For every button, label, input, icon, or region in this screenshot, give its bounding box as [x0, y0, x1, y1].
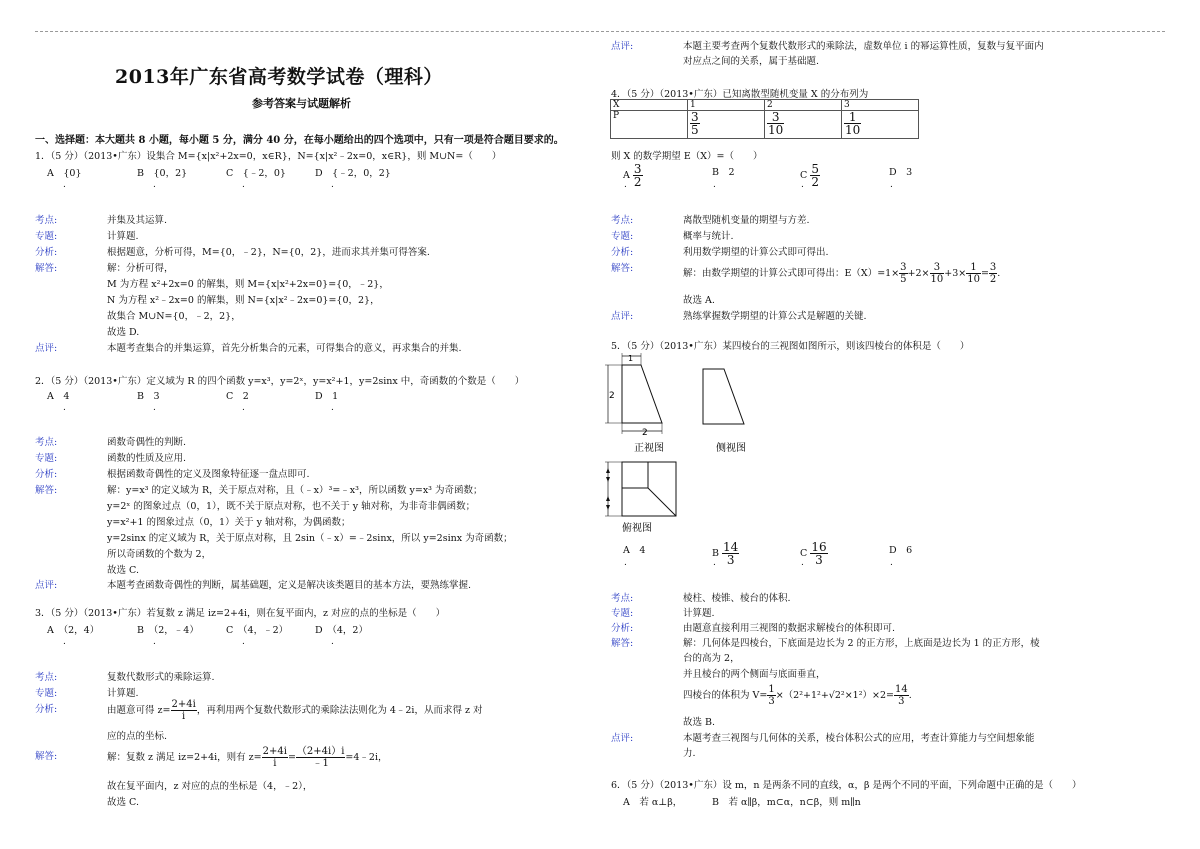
q4-kaodian: 离散型随机变量的期望与方差. — [683, 215, 810, 226]
label-kaodian: 考点: — [611, 215, 634, 226]
q4-dianping: 熟练掌握数学期望的计算公式是解题的关键. — [683, 311, 867, 322]
numerator: 3 — [691, 110, 699, 124]
label-fenxi: 分析: — [611, 623, 634, 634]
side-view-shape — [703, 369, 744, 424]
label-fenxi: 分析: — [35, 469, 58, 480]
q5-dot: . — [713, 558, 716, 568]
denominator: ﹣1 — [312, 758, 329, 769]
q1-jieda-line: M 为方程 x²+2x=0 的解集，则 M={x|x²+2x=0}={0，﹣2}， — [107, 279, 389, 290]
q3-jieda-fraction-1 — [262, 746, 288, 769]
q3-dianping-line2: 对应点之间的关系，属于基础题. — [683, 56, 820, 67]
numerator: 3 — [900, 262, 907, 273]
label-dianping: 点评: — [611, 733, 634, 744]
q2-dot: . — [63, 403, 66, 413]
q2-option-a: A 4 — [47, 391, 70, 402]
operator: = — [980, 268, 989, 279]
q4-distribution-table — [610, 99, 919, 139]
front-view-caption: 正视图 — [634, 443, 664, 454]
q3-fenxi-fraction — [171, 699, 197, 722]
fraction — [899, 262, 907, 285]
label-dianping: 点评: — [611, 41, 634, 52]
label-kaodian: 考点: — [35, 215, 58, 226]
label-dianping: 点评: — [611, 311, 634, 322]
arrow-icon — [606, 477, 610, 482]
q3-fenxi-line2: 应的点的坐标. — [107, 731, 168, 742]
fraction — [966, 262, 981, 285]
q3-dot: . — [242, 637, 245, 647]
label-jieda: 解答: — [611, 263, 634, 274]
front-top-width-label: 1 — [628, 354, 634, 363]
fraction — [810, 163, 820, 188]
q4-option-d: D 3 — [889, 167, 913, 178]
top-view-caption: 俯视图 — [622, 523, 652, 534]
q1-jieda-line: N 为方程 x²﹣2x=0 的解集，则 N={x|x²﹣2x=0}={0，2}， — [107, 295, 380, 306]
q1-jieda-line: 解：分析可得， — [107, 263, 174, 274]
option-letter: A — [623, 170, 630, 181]
label-dianping: 点评: — [35, 343, 58, 354]
numerator: 2+4i — [262, 746, 287, 757]
q3-jieda-fraction-2 — [296, 746, 346, 769]
label-kaodian: 考点: — [35, 672, 58, 683]
fraction — [930, 262, 945, 285]
q2-jieda-line: 所以奇函数的个数为 2， — [107, 549, 212, 560]
q1-zhuanti: 计算题. — [107, 231, 139, 242]
side-view-caption: 侧视图 — [716, 443, 746, 454]
table-cell: 2 — [765, 100, 842, 111]
q5-jieda-volume: 四棱台的体积为 V= $\frac{1}{3}$ ×（2²+1²+√2²×1²）×2= $\frac{14}{3}$ . — [683, 684, 912, 707]
q3-fenxi-post: ，再利用两个复数代数形式的乘除法法则化为 4﹣2i，从而求得 z 对 — [196, 705, 483, 716]
denominator: i — [273, 758, 277, 769]
q4-after: 则 X 的数学期望 E（X）=（ ） — [611, 151, 763, 162]
fraction — [690, 111, 700, 136]
q1-option-b: B {0，2} — [137, 168, 188, 179]
denominator: 2 — [989, 274, 997, 285]
denominator: 10 — [768, 123, 784, 137]
q3-dot: . — [331, 637, 334, 647]
q4-stem: 4．（5 分）（2013•广东）已知离散型随机变量 X 的分布列为 — [611, 89, 869, 100]
q5-dianping-line1: 本题考查三视图与几何体的关系，棱台体积公式的应用，考查计算能力与空间想象能 — [683, 733, 1035, 744]
q1-dot: . — [153, 180, 156, 190]
q5-option-a: A 4 — [623, 545, 646, 556]
fraction — [722, 541, 739, 566]
q1-option-a: A {0} — [47, 168, 82, 179]
q5-stem: 5．（5 分）（2013•广东）某四棱台的三视图如图所示，则该四棱台的体积是（ ） — [611, 341, 970, 352]
q3-kaodian: 复数代数形式的乘除运算. — [107, 672, 215, 683]
q2-dianping: 本题考查函数奇偶性的判断，属基础题，定义是解决该类题目的基本方法，要熟练掌握. — [107, 580, 472, 591]
front-bottom-width-label: 2 — [642, 428, 648, 438]
page-subtitle: 参考答案与试题解析 — [252, 97, 351, 110]
q5-fenxi: 由题意直接利用三视图的数据求解棱台的体积即可. — [683, 623, 896, 634]
q4-dot: . — [801, 180, 804, 190]
q5-dot: . — [890, 558, 893, 568]
table-cell: X — [611, 100, 688, 111]
q4-option-b: B 2 — [712, 167, 735, 178]
numerator: 14 — [723, 540, 739, 554]
q2-option-c: C 2 — [226, 391, 249, 402]
top-dashed-rule — [35, 31, 1165, 32]
q5-zhuanti: 计算题. — [683, 608, 715, 619]
q3-option-b: B （2，﹣4） — [137, 625, 199, 636]
label-jieda: 解答: — [611, 638, 634, 649]
q2-dot: . — [153, 403, 156, 413]
q1-dianping: 本题考查集合的并集运算，首先分析集合的元素，可得集合的意义，再求集合的并集. — [107, 343, 462, 354]
fraction — [989, 262, 997, 285]
q4-dot: . — [713, 180, 716, 190]
q5-three-view-figure — [600, 352, 760, 542]
front-view-shape — [622, 365, 662, 423]
q2-dot: . — [331, 403, 334, 413]
label-jieda: 解答: — [35, 263, 58, 274]
table-cell — [765, 111, 842, 139]
label-dianping: 点评: — [35, 580, 58, 591]
q2-kaodian: 函数奇偶性的判断. — [107, 437, 187, 448]
label-fenxi: 分析: — [611, 247, 634, 258]
q5-option-c — [800, 541, 828, 566]
denominator: 3 — [726, 553, 735, 567]
top-view-edge — [648, 488, 676, 516]
q5-jieda-line: 故选 B. — [683, 717, 716, 728]
q5-option-b — [712, 541, 739, 566]
q1-jieda-line: 故集合 M∪N={0，﹣2，2}， — [107, 311, 241, 322]
q2-fenxi: 根据函数奇偶性的定义及图象特征逐一盘点即可. — [107, 469, 310, 480]
numerator: 5 — [811, 162, 819, 176]
front-height-label: 2 — [609, 391, 615, 401]
q3-jieda-pre: 解：复数 z 满足 iz=2+4i，则有 z= — [107, 752, 262, 763]
q1-fenxi: 根据题意，分析可得，M={0，﹣2}，N={0，2}，进而求其并集可得答案. — [107, 247, 430, 258]
table-cell: P — [611, 111, 688, 139]
denominator: i — [182, 711, 186, 722]
denominator: 10 — [930, 274, 944, 285]
q3-dot: . — [153, 637, 156, 647]
denominator: 3 — [898, 696, 905, 707]
q4-dot: . — [890, 180, 893, 190]
q3-zhuanti: 计算题. — [107, 688, 139, 699]
q5-dianping-line2: 力. — [683, 748, 696, 759]
q5-jieda-line: 台的高为 2， — [683, 653, 740, 664]
top-view-inner-square — [622, 462, 648, 488]
numerator: 3 — [989, 262, 997, 273]
fraction — [844, 111, 861, 136]
q6-option-b: B 若 α∥β，m⊂α，n⊂β，则 m∥n — [712, 797, 861, 808]
label-zhuanti: 专题: — [35, 453, 58, 464]
fraction — [767, 111, 784, 136]
option-letter: B — [712, 548, 719, 559]
q5-dot: . — [624, 558, 627, 568]
denominator: 2 — [811, 175, 819, 189]
q3-dianping-line1: 本题主要考查两个复数代数形式的乘除法，虚数单位 i 的幂运算性质，复数与复平面内 — [683, 41, 1044, 52]
q3-fenxi — [107, 699, 483, 722]
q5-option-d: D 6 — [889, 545, 913, 556]
table-cell — [842, 111, 919, 139]
q1-dot: . — [242, 180, 245, 190]
table-row — [611, 100, 919, 111]
q1-stem: 1．（5 分）（2013•广东）设集合 M={x|x²+2x=0，x∈R}，N={x|x²﹣2x=0，x∈R}，则 M∪N=（ ） — [35, 151, 502, 162]
table-row — [611, 111, 919, 139]
q3-stem: 3．（5 分）（2013•广东）若复数 z 满足 iz=2+4i，则在复平面内，z 对应的点的坐标是（ ） — [35, 608, 446, 619]
arrow-icon — [606, 468, 610, 473]
option-letter: C — [800, 170, 808, 181]
label-jieda: 解答: — [35, 751, 58, 762]
q1-option-d: D {﹣2，0，2} — [315, 168, 391, 179]
q4-jieda: 解：由数学期望的计算公式即可得出：E（X）=1× $\frac{3}{5}$ +2× $\frac{3}{10}$ +3× $\frac{1}{10}$ = $\frac{3}{2}$ . — [683, 262, 1001, 285]
q1-dot: . — [63, 180, 66, 190]
numerator: 2+4i — [171, 699, 196, 710]
q4-zhuanti: 概率与统计. — [683, 231, 734, 242]
q4-jieda-pre: 解：由数学期望的计算公式即可得出：E（X）=1× — [683, 268, 900, 279]
option-letter: C — [800, 548, 808, 559]
q2-dot: . — [242, 403, 245, 413]
label-kaodian: 考点: — [611, 593, 634, 604]
fraction — [810, 541, 827, 566]
q6-stem: 6．（5 分）（2013•广东）设 m，n 是两条不同的直线，α，β 是两个不同的平面，下列命题中正确的是（ ） — [611, 780, 1082, 791]
q5-jieda-line: 解：几何体是四棱台，下底面是边长为 2 的正方形，上底面是边长为 1 的正方形，棱 — [683, 638, 1040, 649]
arrow-icon — [606, 496, 610, 501]
operator: +2× — [907, 268, 930, 279]
numerator: （2+4i）i — [296, 746, 345, 757]
label-jieda: 解答: — [35, 485, 58, 496]
numerator: 16 — [811, 540, 827, 554]
fraction — [633, 163, 643, 188]
q3-jieda-line: 故选 C. — [107, 797, 139, 808]
denominator: 3 — [815, 553, 823, 567]
q5-dot: . — [801, 558, 804, 568]
q4-dot: . — [624, 180, 627, 190]
table-cell: 3 — [842, 100, 919, 111]
q3-option-a: A （2，4） — [47, 625, 100, 636]
label-fenxi: 分析: — [35, 247, 58, 258]
operator: +3× — [944, 268, 967, 279]
q2-zhuanti: 函数的性质及应用. — [107, 453, 187, 464]
label-zhuanti: 专题: — [35, 231, 58, 242]
table-cell — [688, 111, 765, 139]
q2-jieda-line: y=2ˣ 的图象过点（0，1），既不关于原点对称，也不关于 y 轴对称，为非奇非偶函数； — [107, 501, 476, 512]
q1-kaodian: 并集及其运算. — [107, 215, 168, 226]
q2-jieda-line: y=2sinx 的定义域为 R，关于原点对称，且 2sin（﹣x）=﹣2sinx，所以 y=2sinx 为奇函数； — [107, 533, 513, 544]
q5-jieda-line: 并且棱台的两个侧面与底面垂直， — [683, 669, 826, 680]
q5-volume-pre: 四棱台的体积为 V= — [683, 690, 768, 701]
q5-volume-mid: ×（2²+1²+√2²×1²）×2= — [775, 690, 894, 701]
q6-option-a: A 若 α⊥β， — [623, 797, 683, 808]
fraction — [894, 684, 909, 707]
denominator: 3 — [768, 696, 775, 707]
q3-jieda-line: 故在复平面内，z 对应的点的坐标是（4，﹣2）， — [107, 781, 313, 792]
denominator: 10 — [845, 123, 861, 137]
label-zhuanti: 专题: — [611, 231, 634, 242]
numerator: 3 — [767, 111, 784, 124]
label-kaodian: 考点: — [35, 437, 58, 448]
q3-jieda-post: =4﹣2i， — [345, 752, 388, 763]
denominator: 5 — [900, 274, 907, 285]
numerator: 1 — [844, 111, 861, 124]
q3-option-c: C （4，﹣2） — [226, 625, 289, 636]
q4-jieda-line: 故选 A. — [683, 295, 715, 306]
q3-jieda: 解：复数 z 满足 iz=2+4i，则有 z= $\frac{2+4i}{i}$ = $\frac{(2+4i)i}{﹣1}$ =4﹣2i， — [107, 746, 388, 769]
denominator: 2 — [633, 175, 642, 189]
q3-dot: . — [63, 637, 66, 647]
q2-jieda-line: 故选 C. — [107, 565, 139, 576]
fraction — [767, 684, 775, 707]
page-title: 2013年广东省高考数学试卷（理科） — [115, 66, 443, 88]
label-zhuanti: 专题: — [35, 688, 58, 699]
q5-kaodian: 棱柱、棱锥、棱台的体积. — [683, 593, 791, 604]
q3-option-d: D （4，2） — [315, 625, 368, 636]
q2-jieda-line: 解：y=x³ 的定义域为 R，关于原点对称，且（﹣x）³=﹣x³，所以函数 y=x³ 为奇函数； — [107, 485, 483, 496]
section-heading: 一、选择题：本大题共 8 小题，每小题 5 分，满分 40 分，在每小题给出的四个选项中，只有一项是符合题目要求的。 — [35, 135, 564, 146]
q2-option-d: D 1 — [315, 391, 339, 402]
arrow-icon — [606, 505, 610, 510]
numerator: 1 — [966, 262, 981, 274]
q1-jieda-line: 故选 D. — [107, 327, 140, 338]
label-zhuanti: 专题: — [611, 608, 634, 619]
denominator: 10 — [967, 274, 980, 285]
label-fenxi: 分析: — [35, 704, 58, 715]
q1-option-c: C {﹣2，0} — [226, 168, 286, 179]
numerator: 14 — [895, 684, 908, 695]
q3-fenxi-pre: 由题意可得 z= — [107, 705, 171, 716]
table-cell: 1 — [688, 100, 765, 111]
q2-option-b: B 3 — [137, 391, 160, 402]
q2-stem: 2．（5 分）（2013•广东）定义域为 R 的四个函数 y=x³，y=2ˣ，y=x²+1，y=2sinx 中，奇函数的个数是（ ） — [35, 376, 525, 387]
numerator: 1 — [768, 684, 775, 695]
numerator: 3 — [930, 262, 945, 274]
q4-fenxi: 利用数学期望的计算公式即可得出. — [683, 247, 829, 258]
q2-jieda-line: y=x²+1 的图象过点（0，1）关于 y 轴对称，为偶函数； — [107, 517, 351, 528]
numerator: 3 — [633, 162, 642, 176]
denominator: 5 — [691, 123, 699, 137]
q1-dot: . — [331, 180, 334, 190]
